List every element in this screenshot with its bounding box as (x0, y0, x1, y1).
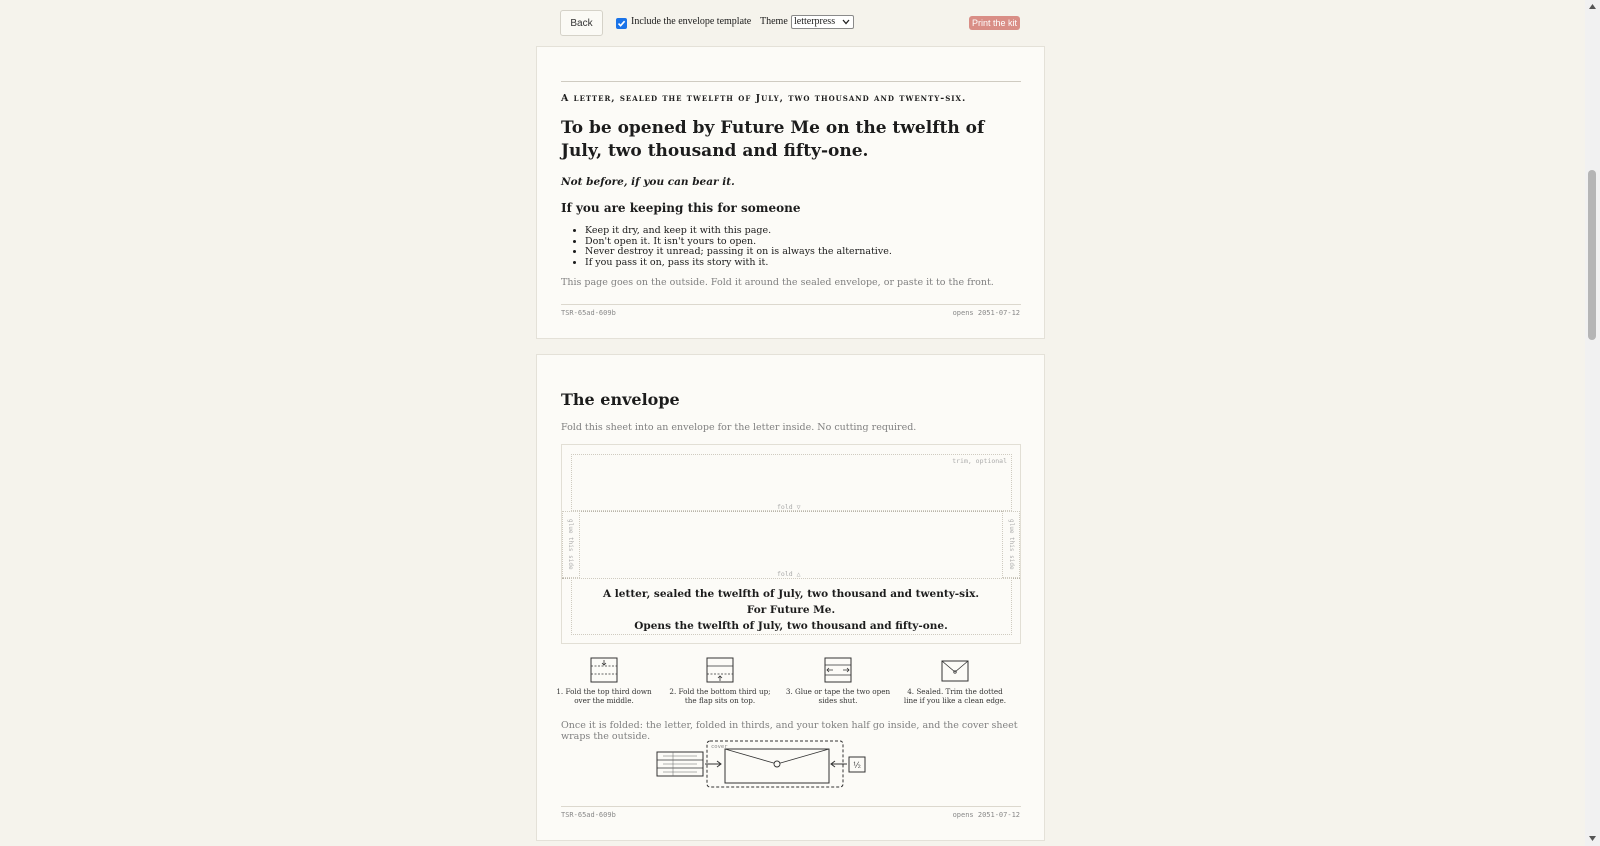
letter-footer-opens: opens 2051-07-12 (952, 309, 1020, 317)
envelope-intro: Fold this sheet into an envelope for the letter inside. No cutting required. (561, 422, 917, 433)
sealed-envelope-icon (941, 657, 969, 683)
letter-title: To be opened by Future Me on the twelfth of July, two thousand and fifty-one. (561, 118, 985, 161)
left-glue-label: glue this side (567, 519, 574, 570)
fold-line-top (562, 511, 1020, 512)
footer-rule (561, 304, 1021, 305)
scrollbar-thumb[interactable] (1588, 170, 1596, 340)
letter-cover-card (536, 46, 1045, 339)
envelope-cover-text (563, 586, 1019, 634)
include-envelope-checkbox[interactable] (616, 18, 627, 29)
token-half-label: ½ (853, 761, 861, 770)
step-text: 4. Sealed. Trim the dotted line if you like a clean edge. (903, 687, 1007, 705)
top-rule (561, 81, 1021, 82)
envelope-title: The envelope (561, 390, 680, 409)
footer-rule (561, 806, 1021, 807)
right-glue-label: glue this side (1008, 519, 1015, 570)
keeping-heading: If you are keeping this for someone (561, 201, 801, 215)
glue-sides-icon (824, 657, 852, 683)
cover-line: Opens the twelfth of July, two thousand and fifty-one. (634, 620, 948, 632)
fold-down-label: fold ▽ (777, 503, 801, 511)
checkmark-icon (617, 19, 626, 28)
include-envelope-label[interactable]: Include the envelope template (631, 16, 752, 27)
theme-select[interactable] (791, 15, 854, 29)
letter-footer-id: TSR-65ad-609b (561, 309, 616, 317)
after-fold-note: Once it is folded: the letter, folded in thirds, and your token half go inside, and the cover sheet wraps the outside. (561, 720, 1018, 742)
toolbar (560, 10, 1020, 37)
back-button[interactable]: Back (560, 10, 603, 36)
assembly-diagram (655, 739, 875, 791)
step-text: 1. Fold the top third down over the middle. (556, 687, 652, 705)
fold-down-icon (590, 657, 618, 683)
folded-letter-icon (657, 752, 703, 776)
arrow-left-icon (831, 761, 847, 767)
envelope-template (561, 444, 1021, 644)
fold-up-icon (706, 657, 734, 683)
chevron-down-icon (842, 19, 850, 25)
theme-select-value: letterpress (794, 16, 836, 27)
fold-step-2 (665, 657, 775, 705)
letter-subline: Not before, if you can bear it. (561, 176, 735, 188)
scroll-up-icon[interactable] (1589, 4, 1596, 9)
step-text: 3. Glue or tape the two open sides shut. (785, 687, 891, 705)
trim-label: trim, optional (952, 457, 1007, 465)
letter-eyebrow: A letter, sealed the twelfth of July, two thousand and twenty-six. (561, 93, 967, 104)
envelope-card (536, 354, 1045, 841)
fold-up-label: fold △ (777, 570, 801, 578)
letter-note: This page goes on the outside. Fold it around the sealed envelope, or paste it to the front. (561, 277, 994, 288)
envelope-footer-opens: opens 2051-07-12 (952, 811, 1020, 819)
print-kit-button[interactable]: Print the kit (969, 16, 1020, 30)
step-text: 2. Fold the bottom third up; the flap sits on top. (669, 687, 771, 705)
scrollbar-track[interactable] (1585, 0, 1600, 846)
list-item: • Never destroy it unread; passing it on is always the alternative. (585, 247, 892, 258)
list-item: • Keep it dry, and keep it with this page. (585, 226, 892, 237)
envelope-footer-id: TSR-65ad-609b (561, 811, 616, 819)
envelope-icon (725, 749, 829, 783)
list-item: • If you pass it on, pass its story with it. (585, 258, 892, 269)
cover-label: cover (711, 744, 728, 750)
cover-line: A letter, sealed the twelfth of July, two thousand and twenty-six. (603, 588, 979, 600)
list-item: • Don't open it. It isn't yours to open. (585, 237, 892, 248)
fold-step-4 (900, 657, 1010, 705)
cover-line: For Future Me. (746, 604, 836, 616)
keeping-rules-list (561, 226, 892, 268)
fold-step-1 (549, 657, 659, 705)
theme-label: Theme (760, 16, 788, 27)
scroll-down-icon[interactable] (1589, 836, 1596, 841)
fold-step-3 (783, 657, 893, 705)
